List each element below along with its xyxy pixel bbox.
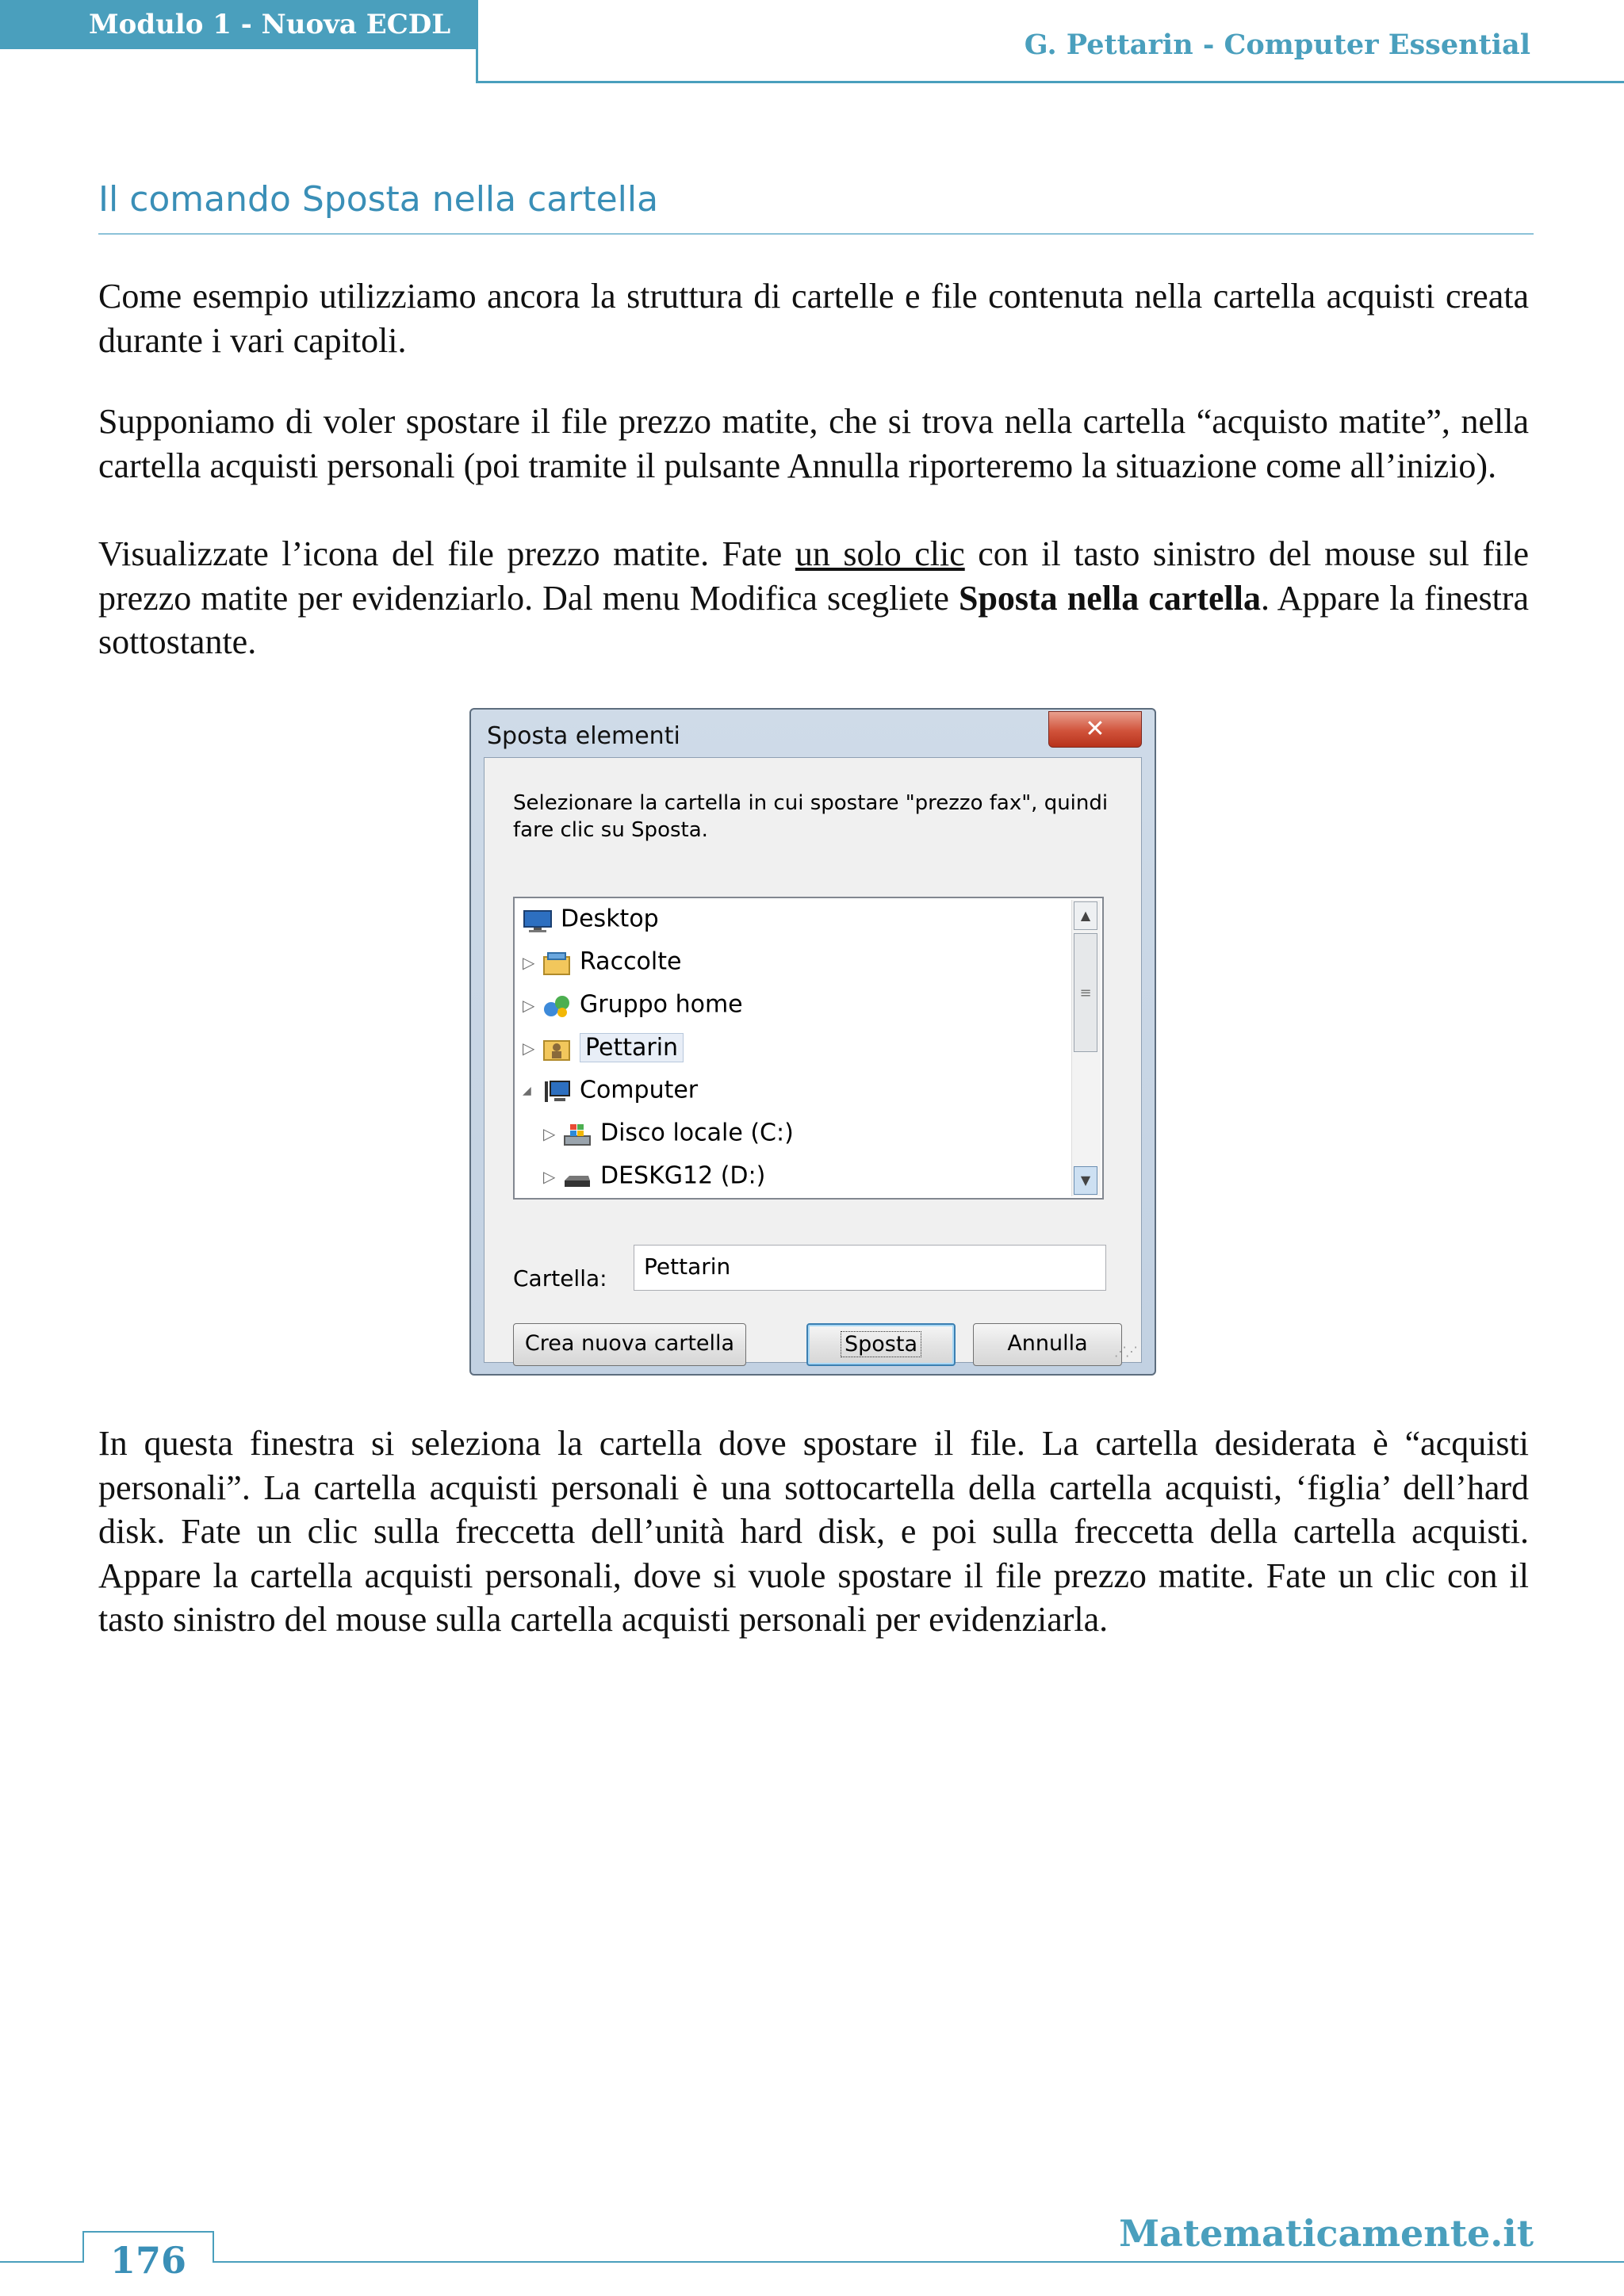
paragraph-explanation: In questa finestra si seleziona la cartella dove spostare il file. La cartella desiderata è “acquisti personali”. La cartella acquisti personali è una sottocartella della cartella acquisti, ‘figlia’ dell’hard disk. Fate un clic sulla freccetta dell’unità hard disk, e poi sulla freccetta della cartella acquisti. Appare la cartella acquisti personali, dove si vuole spostare il file prezzo matite. Fate un clic con il tasto sinistro del mouse sulla cartella acquisti personali per evidenziarla. (98, 1424, 1529, 1639)
tree-item-computer[interactable] (523, 1071, 698, 1109)
tree-item-deskg12[interactable] (543, 1157, 765, 1195)
folder-label: Cartella: (513, 1265, 607, 1292)
tree-item-label: Gruppo home (580, 990, 743, 1019)
tree-item-pettarin[interactable] (523, 1028, 684, 1066)
scroll-up-icon[interactable]: ▲ (1074, 901, 1097, 930)
close-button[interactable] (1048, 711, 1142, 748)
hard-disk-icon (562, 1121, 592, 1146)
header-divider-horizontal (476, 81, 1624, 83)
scroll-down-icon[interactable]: ▼ (1074, 1166, 1097, 1195)
tree-item-label: Raccolte (580, 947, 682, 976)
dialog-body (484, 757, 1142, 1363)
section-title-rule (98, 233, 1534, 235)
text-run: . Appare la finestra sottostante. (98, 578, 1529, 661)
dialog-message: Selezionare la cartella in cui spostare "prezzo fax", quindi fare clic su Sposta. (513, 791, 1109, 842)
expand-arrow-icon[interactable]: ▷ (543, 1166, 556, 1186)
page-number: 176 (109, 2239, 187, 2282)
drive-icon (562, 1164, 592, 1189)
tree-item-label: Desktop (561, 905, 659, 933)
dialog-title: Sposta elementi (487, 722, 680, 750)
text-run: Visualizzate l’icona del file prezzo matite. Fate (98, 534, 795, 573)
desktop-icon (523, 907, 553, 932)
expand-arrow-icon[interactable]: ▷ (523, 1038, 535, 1058)
homegroup-icon (542, 993, 572, 1018)
tree-scrollbar[interactable] (1071, 900, 1101, 1196)
tree-item-desktop[interactable] (523, 900, 659, 938)
underlined-text: un solo clic (795, 534, 965, 573)
move-button[interactable] (806, 1323, 956, 1366)
user-folder-icon (542, 1035, 572, 1061)
close-icon: ✕ (1085, 715, 1105, 743)
expand-arrow-icon[interactable]: ▷ (543, 1123, 556, 1143)
new-folder-button[interactable]: Crea nuova cartella (513, 1323, 746, 1366)
paragraph-intro: Come esempio utilizziamo ancora la struttura di cartelle e file contenuta nella cartella acquisti creata durante i vari capitoli. (98, 277, 1529, 360)
scroll-thumb[interactable]: ≡ (1074, 933, 1097, 1052)
tree-item-label: Disco locale (C:) (600, 1119, 794, 1147)
expand-arrow-icon[interactable]: ▷ (523, 995, 535, 1015)
folder-input[interactable]: Pettarin (634, 1245, 1106, 1291)
tree-item-disco-locale[interactable] (543, 1114, 794, 1152)
paragraph-scenario: Supponiamo di voler spostare il file prezzo matite, che si trova nella cartella “acquisto matite”, nella cartella acquisti personali (poi tramite il pulsante Annulla riporteremo la situazione come all’inizio). (98, 402, 1529, 485)
cancel-button[interactable]: Annulla (973, 1323, 1122, 1366)
book-title: G. Pettarin - Computer Essential (1024, 29, 1530, 61)
folder-tree[interactable] (513, 897, 1104, 1200)
tree-item-gruppo-home[interactable] (523, 985, 743, 1024)
collapse-arrow-icon[interactable]: ◢ (523, 1084, 531, 1097)
computer-icon (542, 1078, 572, 1104)
move-button-label: Sposta (841, 1331, 921, 1357)
tree-item-raccolte[interactable] (523, 943, 681, 981)
section-title: Il comando Sposta nella cartella (98, 179, 659, 220)
tree-item-label: Computer (580, 1076, 699, 1104)
bold-text: Sposta nella cartella (958, 578, 1261, 618)
tree-item-label: Pettarin (580, 1033, 684, 1062)
libraries-icon (542, 950, 572, 975)
tree-item-label: DESKG12 (D:) (600, 1161, 766, 1190)
expand-arrow-icon[interactable]: ▷ (523, 952, 535, 972)
text-run: con il tasto sinistro del mouse sul file prezzo matite per evidenziarlo. Dal menu Modifica scegliete (98, 534, 1530, 618)
module-tab: Modulo 1 - Nuova ECDL (0, 0, 476, 49)
paragraph-instructions (98, 532, 1529, 664)
header-divider-vertical (476, 0, 478, 82)
resize-grip-icon[interactable]: ⋰⋰ (1114, 1344, 1136, 1359)
footer-rule (0, 2261, 1624, 2263)
site-name: Matematicamente.it (1119, 2212, 1534, 2255)
move-items-dialog (469, 708, 1156, 1376)
